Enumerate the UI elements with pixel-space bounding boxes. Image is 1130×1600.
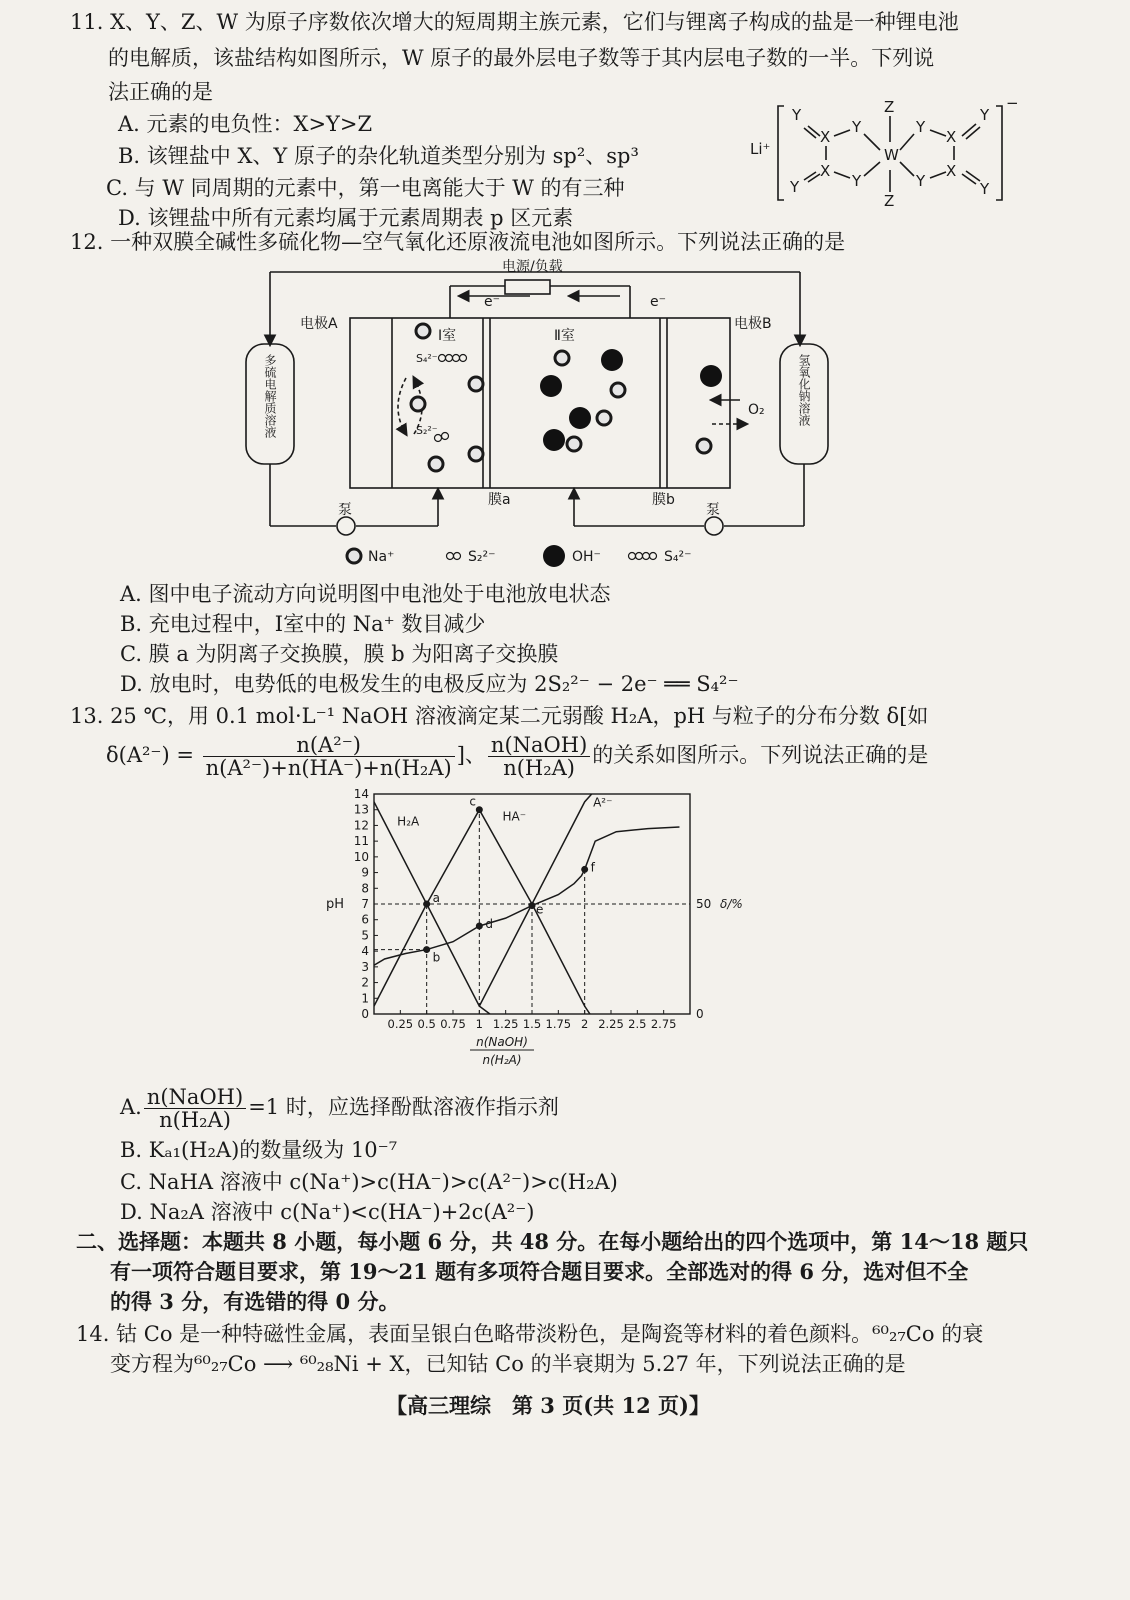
section2-line3: 的得 3 分，有选错的得 0 分。 xyxy=(110,1289,400,1314)
y2-tick-label: 0 xyxy=(696,1007,704,1021)
q14-line2: 变方程为⁶⁰₂₇Co ⟶ ⁶⁰₂₈Ni + X，已知钴 Co 的半衰期为 5.27 年，下列说法正确的是 xyxy=(110,1352,906,1376)
data-point-e xyxy=(529,902,536,909)
svg-text:Y: Y xyxy=(916,118,926,136)
series-line xyxy=(479,786,605,1006)
point-label: c xyxy=(469,794,476,809)
point-label: a xyxy=(432,891,441,905)
y-tick-label: 2 xyxy=(361,975,369,990)
legend-s2: S₂²⁻ xyxy=(468,549,496,565)
x-tick-label: 2 xyxy=(581,1017,589,1031)
series-label: HA⁻ xyxy=(502,809,527,824)
pump-right xyxy=(705,517,723,535)
svg-text:X: X xyxy=(946,162,957,180)
series-line xyxy=(374,810,590,1014)
svg-text:−: − xyxy=(1006,96,1019,112)
y-tick-label: 12 xyxy=(353,818,369,833)
y2-axis-label: δ/% xyxy=(720,897,743,911)
svg-text:泵: 泵 xyxy=(706,502,720,518)
q11-option-d: D. 该锂盐中所有元素均属于元素周期表 p 区元素 xyxy=(118,206,574,230)
membrane-a-label: 膜a xyxy=(488,492,511,508)
section2-line2: 有一项符合题目要求，第 19～21 题有多项符合题目要求。全部选对的得 6 分，选对但不全 xyxy=(110,1259,969,1284)
y2-tick-label: 50 xyxy=(696,897,712,911)
x-tick-label: 1 xyxy=(475,1017,483,1031)
y-tick-label: 7 xyxy=(361,897,369,911)
x-tick-label: 0.75 xyxy=(440,1017,466,1031)
svg-text:泵: 泵 xyxy=(338,502,352,518)
data-point-d xyxy=(476,923,483,930)
lithium-salt-structure xyxy=(750,96,1020,214)
tank-left-label: 多硫电解质溶液 xyxy=(263,354,277,438)
cell-body xyxy=(350,318,730,488)
x-tick-label: 1.75 xyxy=(545,1017,572,1031)
tank-right-label: 氢氧化钠溶液 xyxy=(797,354,811,426)
x-tick-label: 0.25 xyxy=(387,1017,414,1031)
o2-label: O₂ xyxy=(748,402,765,418)
x-tick-label: 2.75 xyxy=(650,1017,677,1031)
membrane-b-label: 膜b xyxy=(652,492,675,508)
y-tick-label: 10 xyxy=(353,849,369,864)
data-point-a xyxy=(423,901,430,908)
q14-line1: 14. 钴 Co 是一种特磁性金属，表面呈银白色略带淡粉色，是陶瓷等材料的着色颜料。⁶⁰₂₇Co 的衰 xyxy=(76,1322,984,1346)
svg-text:X: X xyxy=(820,128,831,146)
x-axis-label-den: n(H₂A) xyxy=(482,1053,522,1067)
section2-line1: 二、选择题：本题共 8 小题，每小题 6 分，共 48 分。在每小题给出的四个选项中，第 14～18 题只 xyxy=(76,1229,1029,1254)
power-load-resistor xyxy=(505,280,550,294)
y-tick-label: 6 xyxy=(361,912,369,927)
series-label: A²⁻ xyxy=(593,795,613,810)
point-label: f xyxy=(590,860,595,875)
legend-na: Na⁺ xyxy=(368,549,395,565)
delta-fraction: $\frac{\text{n(A²⁻)}}{\text{n(A²⁻)+n(HA⁻)+n(H₂A)}}$ xyxy=(203,734,455,779)
x-tick-label: 1.5 xyxy=(522,1017,542,1031)
y-tick-label: 14 xyxy=(353,787,369,801)
x-axis-label-num: n(NaOH) xyxy=(476,1035,528,1049)
q11-option-a: A. 元素的电负性：X>Y>Z xyxy=(118,112,373,136)
q13-option-b: B. Kₐ₁(H₂A)的数量级为 10⁻⁷ xyxy=(120,1138,398,1162)
y-tick-label: 5 xyxy=(361,928,369,943)
q11-line2: 的电解质，该盐结构如图所示，W 原子的最外层电子数等于其内层电子数的一半。下列说 xyxy=(108,46,935,70)
x-tick-label: 1.25 xyxy=(492,1017,519,1031)
svg-text:X: X xyxy=(946,128,957,146)
q13-option-c: C. NaHA 溶液中 c(Na⁺)>c(HA⁻)>c(A²⁻)>c(H₂A) xyxy=(120,1170,618,1194)
y-tick-label: 3 xyxy=(361,959,369,974)
svg-text:Y: Y xyxy=(852,118,862,136)
room-1-label: Ⅰ室 xyxy=(438,328,457,344)
q12-option-c: C. 膜 a 为阴离子交换膜，膜 b 为阳离子交换膜 xyxy=(120,642,559,666)
svg-text:Z: Z xyxy=(884,192,895,210)
svg-text:X: X xyxy=(820,162,831,180)
data-point-c xyxy=(476,806,483,813)
svg-text:Y: Y xyxy=(916,172,926,190)
y-axis-label: pH xyxy=(325,897,344,912)
q13-option-d: D. Na₂A 溶液中 c(Na⁺)<c(HA⁻)+2c(A²⁻) xyxy=(120,1200,535,1224)
x-tick-label: 0.5 xyxy=(417,1017,436,1031)
li-ion-label: Li⁺ xyxy=(750,140,771,158)
q12-option-a: A. 图中电子流动方向说明图中电池处于电池放电状态 xyxy=(120,582,611,606)
svg-text:S₄²⁻: S₄²⁻ xyxy=(416,352,438,365)
room-2-label: Ⅱ室 xyxy=(554,328,575,344)
flow-battery-diagram xyxy=(240,258,840,568)
y-tick-label: 8 xyxy=(361,881,369,896)
svg-text:S₂²⁻: S₂²⁻ xyxy=(416,424,438,437)
q13-stem-line1: 13. 25 ℃，用 0.1 mol·L⁻¹ NaOH 溶液滴定某二元弱酸 H₂A，pH 与粒子的分布分数 δ[如 xyxy=(70,704,929,728)
svg-text:e⁻: e⁻ xyxy=(484,294,501,310)
series-line xyxy=(374,827,679,965)
y-tick-label: 9 xyxy=(361,865,369,880)
x-tick-label: 2.5 xyxy=(628,1017,647,1031)
w-atom-label: W xyxy=(884,146,899,164)
point-label: e xyxy=(536,902,544,917)
pump-left xyxy=(337,517,355,535)
point-label: b xyxy=(432,950,441,965)
y-tick-label: 11 xyxy=(353,834,369,849)
power-load-label: 电源/负载 xyxy=(502,259,563,275)
svg-text:Y: Y xyxy=(980,180,990,198)
data-point-b xyxy=(423,946,430,953)
q13-stem-line2: δ(A²⁻) = $\frac{\text{n(A²⁻)}}{\text{n(A²⁻)+n(HA⁻)+n(H₂A)}}$ ]、 $\frac{\text{n(NaOH)}}{\text{n(H₂A)}}$ 的关系如图所示。下列说法正确的是 xyxy=(106,733,929,780)
electrode-b-label: 电极B xyxy=(734,316,772,332)
y-tick-label: 0 xyxy=(361,1007,369,1021)
series-label: H₂A xyxy=(397,814,420,829)
legend-s4: S₄²⁻ xyxy=(664,549,692,565)
q12-option-b: B. 充电过程中，Ⅰ室中的 Na⁺ 数目减少 xyxy=(120,612,486,636)
q11-option-c: C. 与 W 同周期的元素中，第一电离能大于 W 的有三种 xyxy=(106,176,625,200)
titration-chart xyxy=(320,786,760,1078)
page-footer: 【高三理综 第 3 页(共 12 页)】 xyxy=(386,1393,710,1418)
electrode-a-label: 电极A xyxy=(300,316,338,332)
q11-line3: 法正确的是 xyxy=(108,80,213,104)
svg-text:e⁻: e⁻ xyxy=(650,294,667,310)
svg-text:Y: Y xyxy=(792,106,802,124)
y-tick-label: 1 xyxy=(361,991,369,1006)
legend-oh: OH⁻ xyxy=(572,549,601,565)
svg-text:Y: Y xyxy=(790,178,800,196)
q12-option-d: D. 放电时，电势低的电极发生的电极反应为 2S₂²⁻ − 2e⁻ ══ S₄²⁻ xyxy=(120,672,739,696)
data-point-f xyxy=(581,866,588,873)
q11-option-b: B. 该锂盐中 X、Y 原子的杂化轨道类型分别为 sp²、sp³ xyxy=(118,144,639,168)
point-label: d xyxy=(485,917,493,931)
ratio-fraction: $\frac{\text{n(NaOH)}}{\text{n(H₂A)}}$ xyxy=(488,734,590,779)
series-line xyxy=(374,802,490,1014)
q13-option-a: A. $\frac{\text{n(NaOH)}}{\text{n(H₂A)}}$ =1 时，应选择酚酞溶液作指示剂 xyxy=(120,1085,559,1132)
q11-line1: 11. X、Y、Z、W 为原子序数依次增大的短周期主族元素，它们与锂离子构成的盐是一种锂电池 xyxy=(70,10,959,34)
y-tick-label: 13 xyxy=(353,802,369,817)
svg-text:Y: Y xyxy=(980,106,990,124)
x-tick-label: 2.25 xyxy=(598,1017,624,1031)
y-tick-label: 4 xyxy=(361,944,369,959)
svg-text:Y: Y xyxy=(852,172,862,190)
q12-stem: 12. 一种双膜全碱性多硫化物—空气氧化还原液流电池如图所示。下列说法正确的是 xyxy=(70,230,846,254)
svg-text:Z: Z xyxy=(884,98,895,116)
